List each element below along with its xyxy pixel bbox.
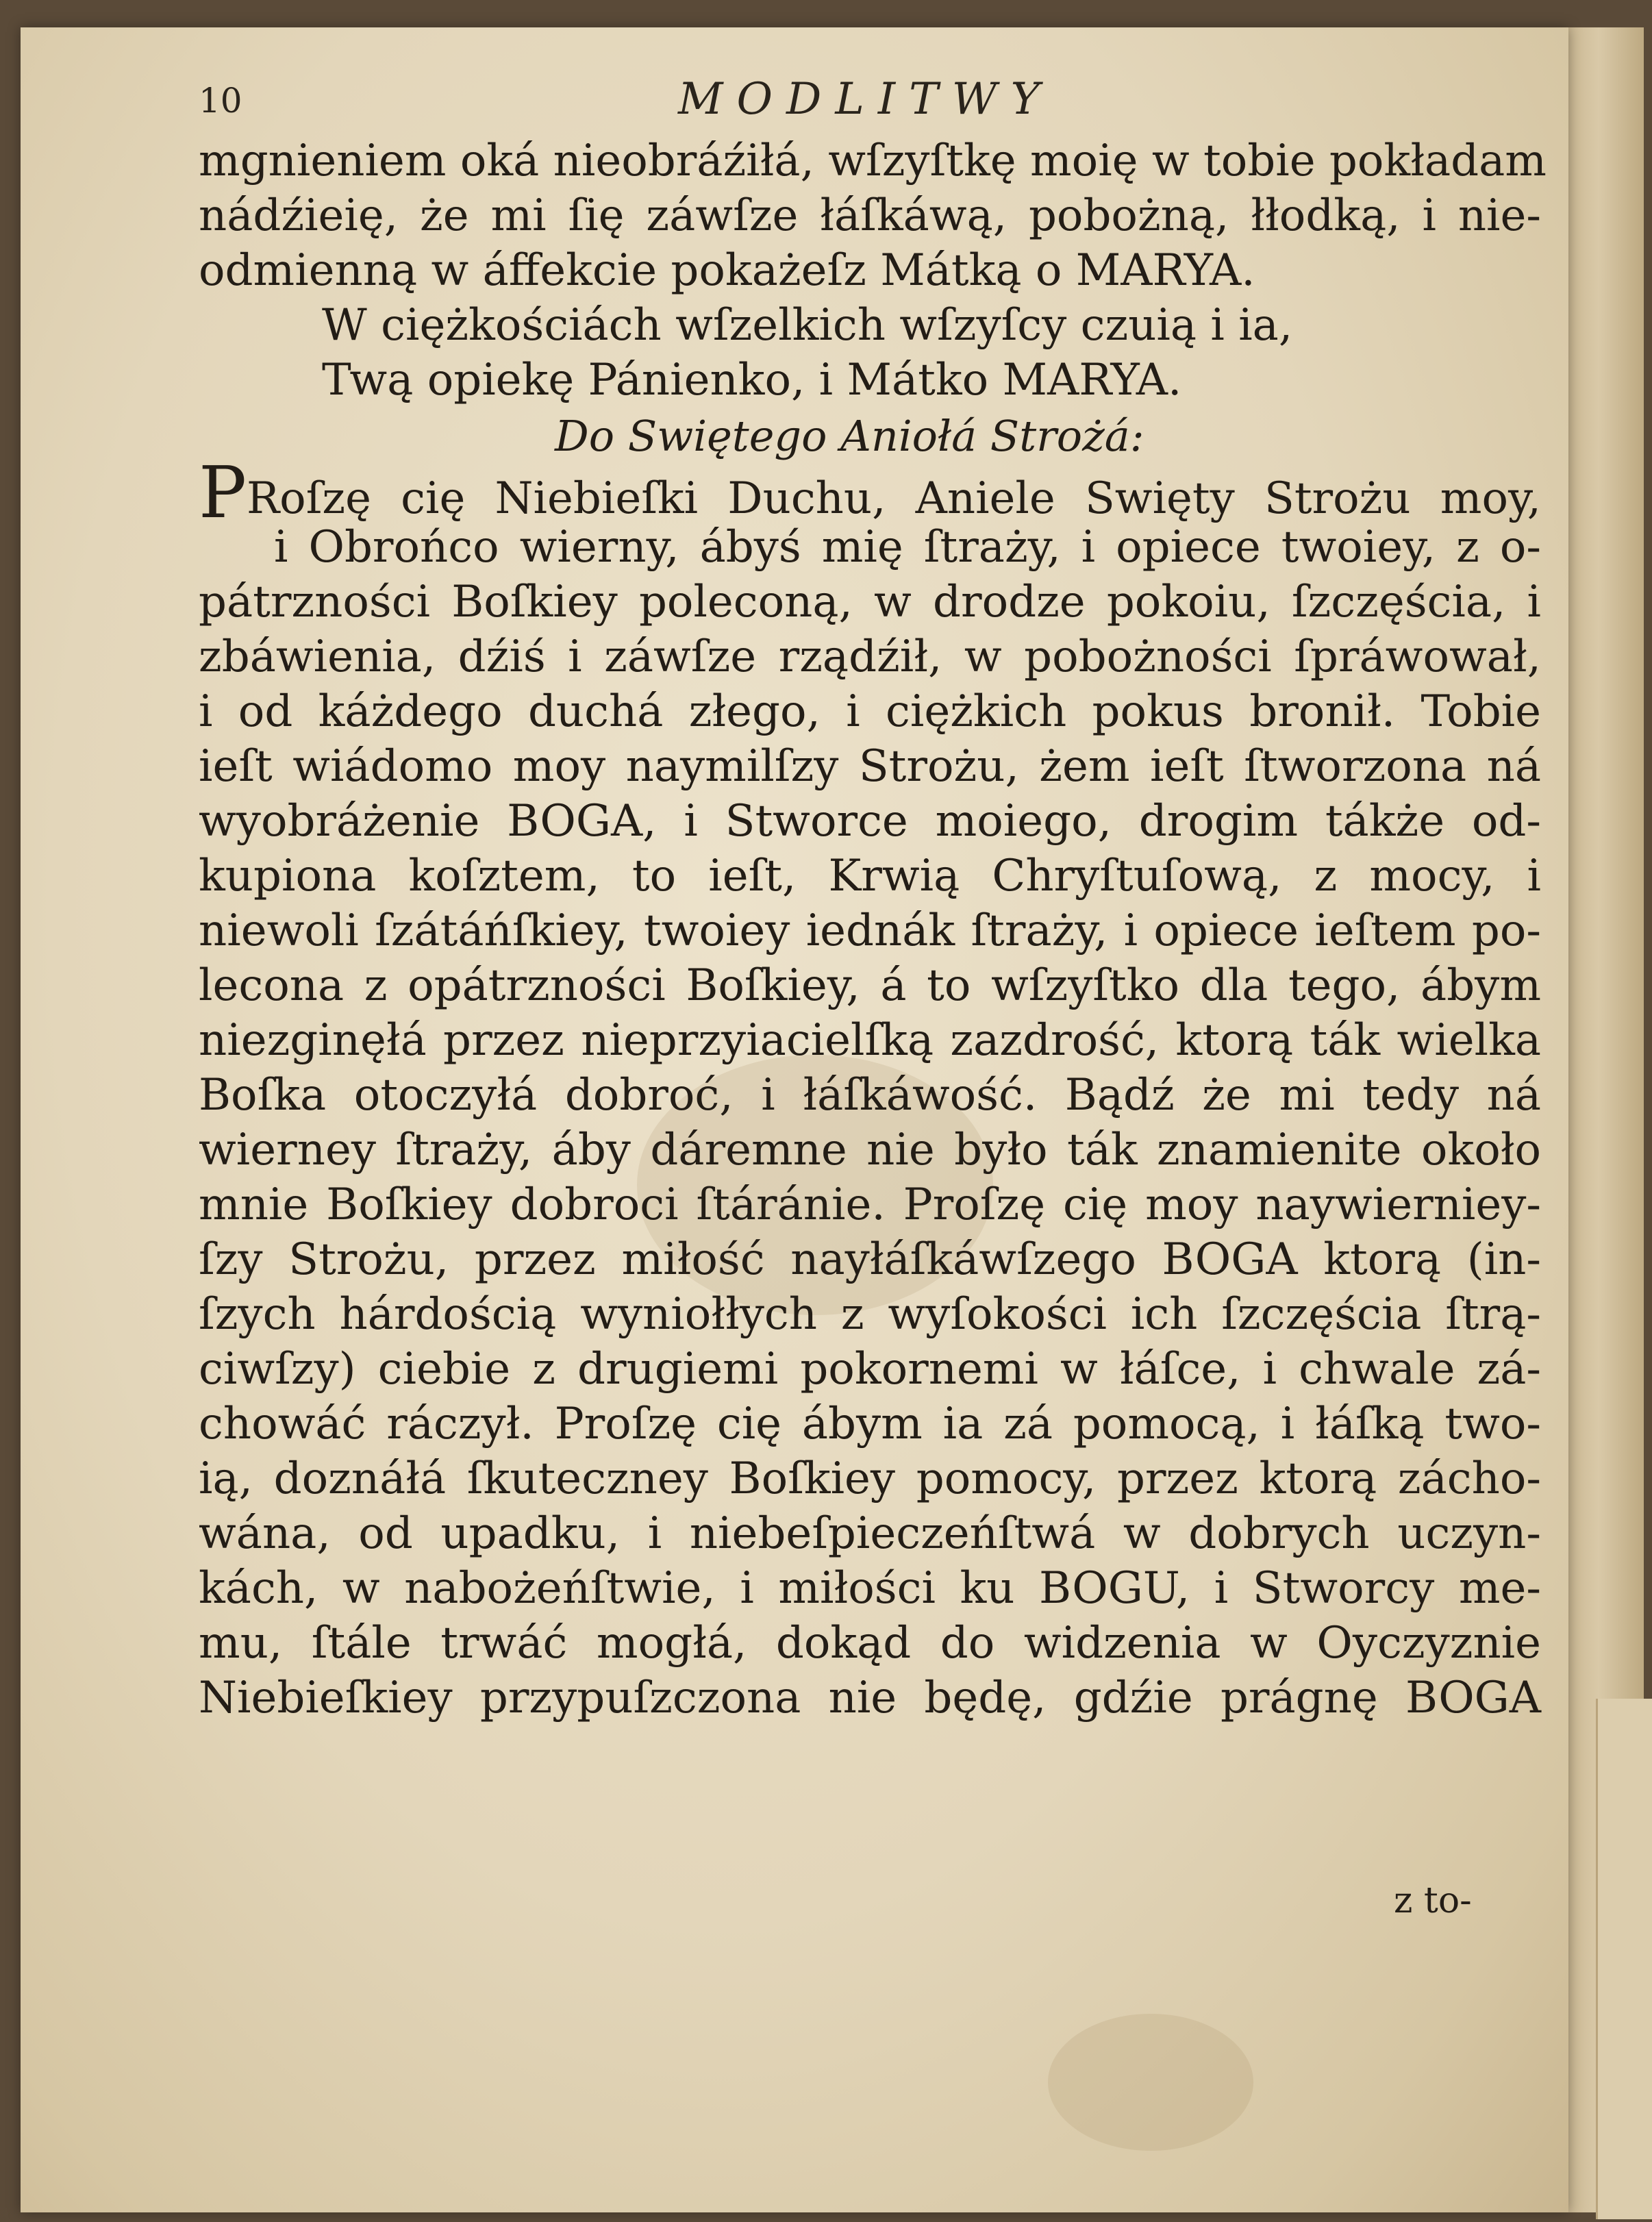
text-line: i od káżdego duchá złego, i ciężkich pokus bronił. Tobie (199, 686, 1541, 737)
running-head (199, 74, 1534, 136)
verse-line: Twą opiekę Pánienko, i Mátko MARYA. (322, 355, 1182, 405)
text-line: i Obrońco wierny, ábyś mię ſtraży, i opiece twoiey, z o- (274, 522, 1541, 573)
text-line: mu, ſtále trwáć mogłá, dokąd do widzenia w Oyczyznie (199, 1618, 1541, 1669)
page-number: 10 (199, 81, 242, 121)
text-line: ciwſzy) ciebie z drugiemi pokornemi w łáſce, i chwale zá- (199, 1344, 1541, 1395)
text-block (199, 134, 1547, 1725)
text-line: kupiona koſztem, to ieſt, Krwią Chryſtuſową, z mocy, i (199, 851, 1541, 901)
text-line: lecona z opátrzności Boſkiey, á to wſzyſtko dla tego, ábym (199, 960, 1541, 1011)
text-line: odmienną w áffekcie pokażeſz Mátką o MARYA. (199, 245, 1255, 296)
text-line: Boſka otoczyłá dobroć, i łáſkáwość. Bądź że mi tedy ná (199, 1070, 1541, 1121)
text-line: nádźieię, że mi ſię záwſze łáſkáwą, pobożną, łłodką, i nie- (199, 190, 1541, 241)
paragraph-first-line (199, 451, 1541, 534)
verse-line: W ciężkościách wſzelkich wſzyſcy czuią i ia, (322, 300, 1293, 351)
text-line: pátrzności Boſkiey poleconą, w drodze pokoiu, ſzczęścia, i (199, 577, 1541, 627)
text-line: wána, od upadku, i niebeſpieczeńſtwá w dobrych uczyn- (199, 1508, 1541, 1559)
text-line: ſzy Strożu, przez miłość nayłáſkáwſzego BOGA ktorą (in- (199, 1234, 1541, 1285)
text-line: chowáć ráczył. Proſzę cię ábym ia zá pomocą, i łáſką two- (199, 1399, 1541, 1449)
first-line-text: Roſzę cię Niebieſki Duchu, Aniele Swięty Strożu moy, (246, 473, 1541, 524)
text-line: ią, doznáłá ſkuteczney Boſkiey pomocy, przez ktorą zácho- (199, 1453, 1541, 1504)
text-line: zbáwienia, dźiś i záwſze rządźił, w pobożności ſpráwował, (199, 632, 1541, 682)
text-line: kách, w nabożeńſtwie, i miłości ku BOGU, i Stworcy me- (199, 1563, 1541, 1614)
text-line: mgnieniem oká nieobráźiłá, wſzyſtkę moię w tobie pokładam (199, 136, 1547, 186)
text-line: niezginęłá przez nieprzyiacielſką zazdrość, ktorą ták wielka (199, 1015, 1541, 1066)
text-line: niewoli ſzátáńſkiey, twoiey iednák ſtraży, i opiece ieſtem po- (199, 906, 1541, 956)
text-line: Niebieſkiey przypuſzczona nie będę, gdźie prágnę BOGA (199, 1673, 1541, 1723)
text-line: ieſt wiádomo moy naymilſzy Strożu, żem ieſt ſtworzona ná (199, 741, 1541, 792)
catchword: z to- (1394, 1880, 1472, 1921)
text-line: wyobráżenie BOGA, i Stworce moiego, drogim tákże od- (199, 796, 1541, 847)
drop-cap: P (199, 451, 247, 534)
text-line: wierney ſtraży, áby dáremne nie było ták znamienite około (199, 1125, 1541, 1175)
running-title: MODLITWY (678, 74, 1053, 125)
section-heading: Do Swiętego Aniołá Strożá: (555, 411, 1144, 461)
text-line: mnie Boſkiey dobroci ſtáránie. Proſzę cię moy naywierniey- (199, 1179, 1541, 1230)
paper-stain (1048, 2014, 1253, 2151)
text-line: ſzych hárdością wyniołłych z wyſokości ich ſzczęścia ſtrą- (199, 1289, 1541, 1340)
folded-page-corner (1596, 1699, 1652, 2219)
